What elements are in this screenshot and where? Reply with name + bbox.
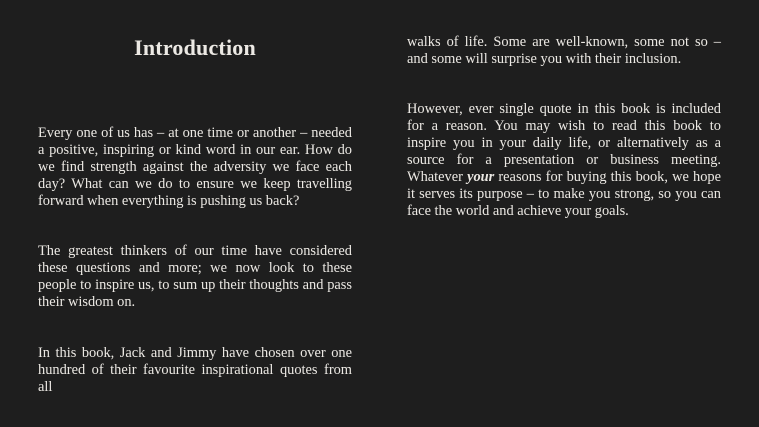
body-paragraph <box>407 101 721 220</box>
body-paragraph: In this book, Jack and Jimmy have chosen over one hundred of their favourite inspirational quotes from all <box>38 345 352 395</box>
emphasized-word: your <box>467 169 495 185</box>
body-paragraph: The greatest thinkers of our time have considered these questions and more; we now look to these people to inspire us, to sum up their thoughts and pass their wisdom on. <box>38 243 352 310</box>
chapter-title: Introduction <box>134 35 256 60</box>
paragraph-text: However, ever single quote in this book is included for a reason. You may wish to read this book to inspire you in your daily life, or alternatively as a source for a presentation or business meeting. Whatever <box>407 101 721 185</box>
paragraph-text: reasons for buying this book, we hope it serves its purpose – to make you strong, so you can face the world and achieve your goals. <box>407 169 721 219</box>
body-paragraph: walks of life. Some are well-known, some not so – and some will surprise you with their inclusion. <box>407 34 721 67</box>
body-paragraph: Every one of us has – at one time or another – needed a positive, inspiring or kind word in our ear. How do we find strength against the adversity we face each day? What can we do to ensure we keep travelling forward when everything is pushing us back? <box>38 125 352 209</box>
